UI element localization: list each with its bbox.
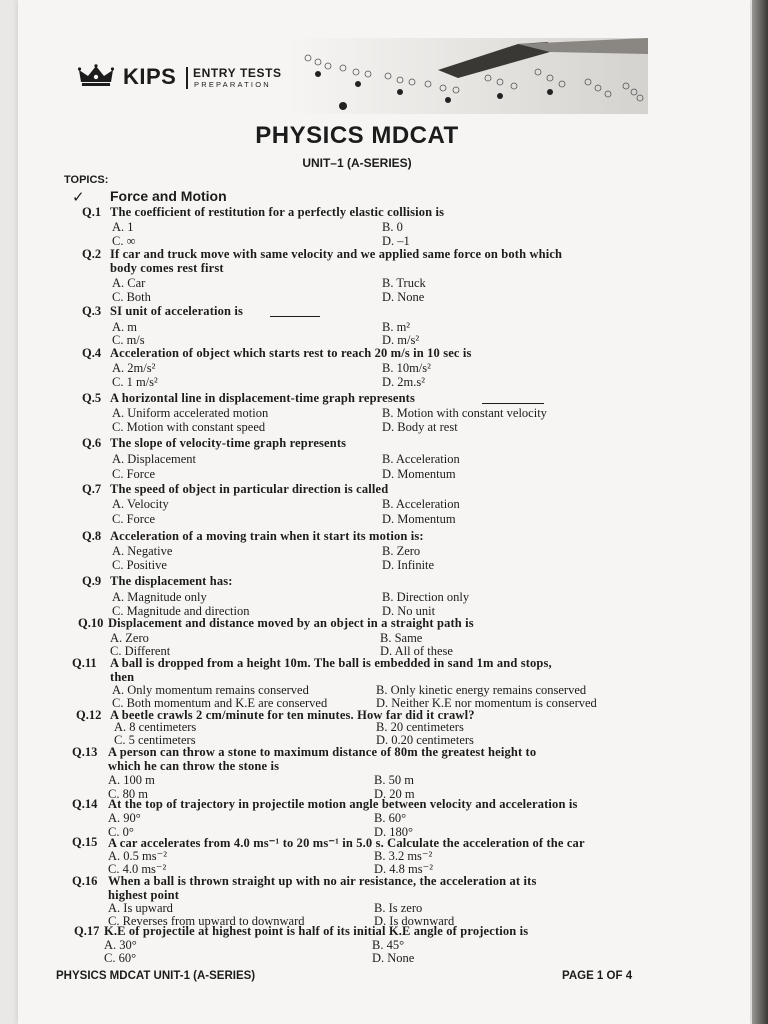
option-b: B. Same — [380, 631, 423, 645]
option-d: D. Momentum — [382, 512, 456, 526]
question-number: Q.4 — [82, 346, 102, 360]
option-d: D. –1 — [382, 234, 410, 248]
option-b: B. 50 m — [374, 773, 414, 787]
question-text: A beetle crawls 2 cm/minute for ten minutes. How far did it crawl? — [110, 708, 475, 722]
option-a: A. 0.5 ms⁻² — [108, 849, 167, 863]
answer-blank-line — [270, 316, 320, 317]
question-number: Q.14 — [72, 797, 98, 811]
answer-blank-line — [482, 403, 544, 404]
option-b: B. Direction only — [382, 590, 470, 604]
option-c: C. 0° — [108, 825, 134, 839]
question-number: Q.6 — [82, 436, 102, 450]
question-number: Q.12 — [76, 708, 102, 722]
question-text: A ball is dropped from a height 10m. The ball is embedded in sand 1m and stops, — [110, 656, 552, 670]
option-d: D. No unit — [382, 604, 436, 618]
option-a: A. 90° — [108, 811, 141, 825]
option-c: C. 5 centimeters — [114, 733, 196, 747]
question-number: Q.9 — [82, 574, 102, 588]
option-b: B. Acceleration — [382, 497, 460, 511]
question-text: K.E of projectile at highest point is half of its initial K.E angle of projection is — [104, 924, 529, 938]
option-a: A. Car — [112, 276, 146, 290]
option-a: A. m — [112, 320, 137, 334]
option-d: D. None — [382, 290, 425, 304]
question-text: Acceleration of object which starts rest to reach 20 m/s in 10 sec is — [110, 346, 472, 360]
page-number: PAGE 1 OF 4 — [562, 970, 633, 982]
question-text: SI unit of acceleration is — [110, 304, 244, 318]
option-a: A. 100 m — [108, 773, 155, 787]
option-c: C. Both momentum and K.E are conserved — [112, 696, 328, 710]
option-b: B. m² — [382, 320, 411, 334]
option-c: C. Magnitude and direction — [112, 604, 250, 618]
question-number: Q.13 — [72, 745, 98, 759]
option-c: C. m/s — [112, 333, 145, 347]
option-c: C. Both — [112, 290, 151, 304]
option-d: D. Neither K.E nor momentum is conserved — [376, 696, 597, 710]
option-d: D. m/s² — [382, 333, 420, 347]
question-number: Q.17 — [74, 924, 100, 938]
option-d: D. Is downward — [374, 914, 455, 928]
question-text: At the top of trajectory in projectile motion angle between velocity and acceleration is — [108, 797, 578, 811]
question-text: Displacement and distance moved by an object in a straight path is — [108, 616, 474, 630]
page-title: PHYSICS MDCAT — [255, 122, 459, 149]
option-a: A. Negative — [112, 544, 173, 558]
logo-divider — [186, 67, 188, 89]
question-text: Acceleration of a moving train when it start its motion is: — [110, 529, 424, 543]
option-c: C. Reverses from upward to downward — [108, 914, 305, 928]
option-d: D. 0.20 centimeters — [376, 733, 474, 747]
question-number: Q.7 — [82, 482, 102, 496]
question-text: A horizontal line in displacement-time graph represents — [110, 391, 415, 405]
question-text: The coefficient of restitution for a perfectly elastic collision is — [110, 205, 445, 219]
option-b: B. Zero — [382, 544, 421, 558]
option-d: D. 180° — [374, 825, 414, 839]
option-d: D. None — [372, 951, 415, 965]
option-d: D. Momentum — [382, 467, 456, 481]
option-a: A. Is upward — [108, 901, 173, 915]
question-text-continued: then — [110, 670, 135, 684]
option-c: C. ∞ — [112, 234, 136, 248]
question-text-continued: body comes rest first — [110, 261, 224, 275]
question-text: The displacement has: — [110, 574, 233, 588]
option-d: D. 20 m — [374, 787, 415, 801]
logo-brand: KIPS — [123, 64, 177, 89]
topic-item: Force and Motion — [110, 188, 227, 204]
option-c: C. Force — [112, 512, 156, 526]
option-d: D. All of these — [380, 644, 453, 658]
option-d: D. 4.8 ms⁻² — [374, 862, 433, 876]
option-b: B. Acceleration — [382, 452, 460, 466]
page-shadow-edge — [752, 0, 768, 1024]
question-number: Q.11 — [72, 656, 97, 670]
question-number: Q.16 — [72, 874, 98, 888]
option-a: A. Displacement — [112, 452, 197, 466]
question-text: If car and truck move with same velocity and we applied same force on both which — [110, 247, 563, 261]
option-c: C. 4.0 ms⁻² — [108, 862, 167, 876]
option-c: C. 80 m — [108, 787, 148, 801]
question-text: The slope of velocity-time graph represents — [110, 436, 347, 450]
option-c: C. Force — [112, 467, 156, 481]
option-b: B. 60° — [374, 811, 407, 825]
option-a: A. Only momentum remains conserved — [112, 683, 309, 697]
option-b: B. Is zero — [374, 901, 423, 915]
question-text-continued: highest point — [108, 888, 180, 902]
question-number: Q.3 — [82, 304, 102, 318]
question-text: A person can throw a stone to maximum distance of 80m the greatest height to — [108, 745, 537, 759]
option-b: B. Motion with constant velocity — [382, 406, 547, 420]
option-b: B. 0 — [382, 220, 403, 234]
logo-subtagline: PREPARATION — [194, 80, 271, 89]
option-b: B. Truck — [382, 276, 426, 290]
question-text: When a ball is thrown straight up with no air resistance, the acceleration at its — [108, 874, 537, 888]
option-d: D. Infinite — [382, 558, 435, 572]
crown-logo-icon — [78, 64, 114, 88]
option-a: A. Zero — [110, 631, 149, 645]
option-a: A. Velocity — [112, 497, 169, 511]
option-d: D. 2m.s² — [382, 375, 425, 389]
option-a: A. 30° — [104, 938, 137, 952]
option-b: B. 45° — [372, 938, 405, 952]
checkmark-icon: ✓ — [72, 190, 85, 206]
omr-sheet-illustration — [288, 38, 648, 114]
question-number: Q.8 — [82, 529, 102, 543]
option-a: A. Uniform accelerated motion — [112, 406, 269, 420]
option-b: B. 10m/s² — [382, 361, 431, 375]
page-subtitle: UNIT–1 (A-SERIES) — [302, 156, 412, 170]
option-c: C. Motion with constant speed — [112, 420, 266, 434]
topics-label: TOPICS: — [64, 174, 109, 186]
question-text: The speed of object in particular direction is called — [110, 482, 389, 496]
option-c: C. 1 m/s² — [112, 375, 158, 389]
option-d: D. Body at rest — [382, 420, 458, 434]
question-number: Q.5 — [82, 391, 102, 405]
option-a: A. 2m/s² — [112, 361, 156, 375]
question-number: Q.2 — [82, 247, 102, 261]
option-a: A. 1 — [112, 220, 134, 234]
footer-title: PHYSICS MDCAT UNIT-1 (A-SERIES) — [56, 970, 256, 982]
question-number: Q.15 — [72, 835, 98, 849]
logo-tagline: ENTRY TESTS — [193, 66, 282, 80]
option-b: B. Only kinetic energy remains conserved — [376, 683, 587, 697]
question-text: A car accelerates from 4.0 ms⁻¹ to 20 ms⁻¹ in 5.0 s. Calculate the acceleration of the car — [108, 836, 585, 850]
option-a: A. Magnitude only — [112, 590, 207, 604]
option-c: C. Positive — [112, 558, 167, 572]
question-number: Q.1 — [82, 205, 102, 219]
question-number: Q.10 — [78, 616, 104, 630]
option-a: A. 8 centimeters — [114, 720, 197, 734]
option-c: C. 60° — [104, 951, 137, 965]
option-c: C. Different — [110, 644, 171, 658]
option-b: B. 3.2 ms⁻² — [374, 849, 433, 863]
option-b: B. 20 centimeters — [376, 720, 464, 734]
question-text-continued: which he can throw the stone is — [108, 759, 280, 773]
